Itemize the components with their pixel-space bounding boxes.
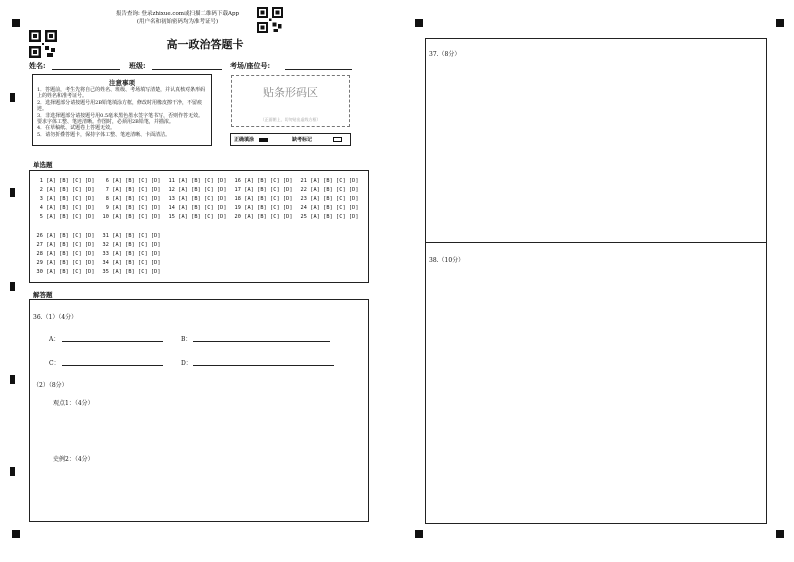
mc-question-number: 18 xyxy=(234,196,241,202)
mc-options[interactable]: [A] [B] [C] [D] xyxy=(307,196,359,202)
mc-options[interactable]: [A] [B] [C] [D] xyxy=(307,187,359,193)
mc-options[interactable]: [A] [B] [C] [D] xyxy=(43,260,95,266)
mc-options[interactable]: [A] [B] [C] [D] xyxy=(109,242,161,248)
mc-question-number: 15 xyxy=(168,214,175,220)
mc-question-17[interactable] xyxy=(232,187,293,193)
report-query-line: 报告查询: 登录zhixue.com或扫描二维码下载App xyxy=(115,11,240,17)
barcode-area xyxy=(231,75,350,127)
mc-question-number: 35 xyxy=(102,269,109,275)
mc-question-number: 17 xyxy=(234,187,241,193)
mc-question-number: 7 xyxy=(105,187,109,193)
mc-options[interactable]: [A] [B] [C] [D] xyxy=(175,178,227,184)
mc-options[interactable]: [A] [B] [C] [D] xyxy=(109,214,161,220)
mc-question-number: 5 xyxy=(39,214,43,220)
mc-question-number: 24 xyxy=(300,205,307,211)
mc-question-number: 10 xyxy=(102,214,109,220)
q37-label: 37.（8分） xyxy=(429,51,461,58)
mc-question-10[interactable] xyxy=(100,214,161,220)
mc-options[interactable]: [A] [B] [C] [D] xyxy=(307,205,359,211)
qr-code-left xyxy=(29,30,57,58)
mc-options[interactable]: [A] [B] [C] [D] xyxy=(175,205,227,211)
mc-options[interactable]: [A] [B] [C] [D] xyxy=(43,269,95,275)
answer-box-37[interactable] xyxy=(425,38,767,243)
corner-mark-top-left xyxy=(12,19,20,27)
mc-question-8[interactable] xyxy=(100,196,161,202)
mc-question-34[interactable] xyxy=(100,260,161,266)
barcode-hint: （正面朝上，切勿贴出虚线方框） xyxy=(260,117,321,122)
mc-question-28[interactable] xyxy=(34,251,95,257)
name-label: 姓名: xyxy=(29,61,46,70)
mc-options[interactable]: [A] [B] [C] [D] xyxy=(109,269,161,275)
mc-question-29[interactable] xyxy=(34,260,95,266)
corner-mark-bottom-left xyxy=(12,530,20,538)
mc-options[interactable]: [A] [B] [C] [D] xyxy=(43,205,95,211)
mc-question-number: 32 xyxy=(102,242,109,248)
mc-question-14[interactable] xyxy=(166,205,227,211)
mc-question-number: 9 xyxy=(105,205,109,211)
timing-mark xyxy=(10,467,15,476)
answer-section-title: 解答题 xyxy=(33,291,53,299)
mc-options[interactable]: [A] [B] [C] [D] xyxy=(109,260,161,266)
view1-label: 观点1：（4分） xyxy=(53,400,94,407)
timing-mark xyxy=(10,375,15,384)
mc-question-4[interactable] xyxy=(34,205,95,211)
mc-answer-box xyxy=(29,170,369,283)
mc-question-number: 13 xyxy=(168,196,175,202)
mc-options[interactable]: [A] [B] [C] [D] xyxy=(307,214,359,220)
mc-question-number: 29 xyxy=(36,260,43,266)
mc-question-number: 8 xyxy=(105,196,109,202)
qr-code-top xyxy=(257,7,283,33)
mc-question-31[interactable] xyxy=(100,233,161,239)
mc-question-7[interactable] xyxy=(100,187,161,193)
mc-question-1[interactable] xyxy=(34,178,95,184)
mc-question-number: 31 xyxy=(102,233,109,239)
option-d-label: D： xyxy=(181,360,192,367)
q36-label: 36.（1）（4分） xyxy=(33,314,78,321)
mc-question-number: 12 xyxy=(168,187,175,193)
timing-mark xyxy=(10,93,15,102)
mc-options[interactable]: [A] [B] [C] [D] xyxy=(175,196,227,202)
mc-question-number: 1 xyxy=(39,178,43,184)
answer-box-38[interactable] xyxy=(425,242,767,524)
option-d-line[interactable] xyxy=(193,365,334,366)
page-title: 高一政治答题卡 xyxy=(166,38,244,51)
notes-box xyxy=(32,74,212,146)
mc-question-5[interactable] xyxy=(34,214,95,220)
part2-label: （2）（8分） xyxy=(33,382,68,389)
mc-options[interactable]: [A] [B] [C] [D] xyxy=(43,251,95,257)
corner-mark-bottom-middle xyxy=(415,530,423,538)
mc-question-6[interactable] xyxy=(100,178,161,184)
mc-question-33[interactable] xyxy=(100,251,161,257)
option-a-label: A： xyxy=(49,336,60,343)
mc-question-22[interactable] xyxy=(298,187,359,193)
mc-question-35[interactable] xyxy=(100,269,161,275)
mc-question-number: 6 xyxy=(105,178,109,184)
mc-question-25[interactable] xyxy=(298,214,359,220)
mc-options[interactable]: [A] [B] [C] [D] xyxy=(43,214,95,220)
mc-question-30[interactable] xyxy=(34,269,95,275)
mc-question-number: 34 xyxy=(102,260,109,266)
absent-mark-box[interactable] xyxy=(333,137,342,142)
mc-question-18[interactable] xyxy=(232,196,293,202)
mc-question-24[interactable] xyxy=(298,205,359,211)
mc-question-number: 33 xyxy=(102,251,109,257)
option-c-label: C： xyxy=(49,360,60,367)
mc-options[interactable]: [A] [B] [C] [D] xyxy=(175,214,227,220)
mc-options[interactable]: [A] [B] [C] [D] xyxy=(241,214,293,220)
correct-fill-label: 正确填涂 xyxy=(234,137,255,143)
notes-title: 注意事项 xyxy=(109,79,135,87)
mc-question-3[interactable] xyxy=(34,196,95,202)
mc-options[interactable]: [A] [B] [C] [D] xyxy=(109,187,161,193)
note-item: 3．非选择题部分请按题号用0.5毫米黑色墨水签字笔书写，否则作答无效。要求字体工整、笔迹清晰。作图时，必须用2B铅笔，并描浓。 xyxy=(37,112,204,126)
mc-options[interactable]: [A] [B] [C] [D] xyxy=(43,233,95,239)
corner-mark-bottom-right xyxy=(776,530,784,538)
mc-options[interactable]: [A] [B] [C] [D] xyxy=(241,205,293,211)
note-item: 1．答题前，考生先将自己的姓名、班级、考场填写清楚，并认真核对条形码上的姓名和准考证号。 xyxy=(37,87,206,100)
report-query-note: (用户名和初始密码均为准考证号) xyxy=(136,19,219,25)
absent-mark-label: 缺考标记 xyxy=(292,137,313,143)
barcode-title: 贴条形码区 xyxy=(263,86,318,99)
mc-question-2[interactable] xyxy=(34,187,95,193)
mc-question-number: 2 xyxy=(39,187,43,193)
name-field[interactable] xyxy=(52,69,120,70)
mc-question-number: 21 xyxy=(300,178,307,184)
mc-question-20[interactable] xyxy=(232,214,293,220)
mc-question-number: 19 xyxy=(234,205,241,211)
mc-question-11[interactable] xyxy=(166,178,227,184)
option-a-line[interactable] xyxy=(62,341,163,342)
mc-question-15[interactable] xyxy=(166,214,227,220)
mc-question-number: 30 xyxy=(36,269,43,275)
note-item: 2．选择题部分请按题号用2B铅笔填涂方框，修改时用橡皮擦干净，不留痕迹。 xyxy=(37,99,203,113)
mc-question-number: 28 xyxy=(36,251,43,257)
class-field[interactable] xyxy=(152,69,222,70)
mc-options[interactable]: [A] [B] [C] [D] xyxy=(241,196,293,202)
mc-question-13[interactable] xyxy=(166,196,227,202)
mc-options[interactable]: [A] [B] [C] [D] xyxy=(43,178,95,184)
correct-fill-sample xyxy=(259,138,268,142)
mc-options[interactable]: [A] [B] [C] [D] xyxy=(43,242,95,248)
mc-options[interactable]: [A] [B] [C] [D] xyxy=(307,178,359,184)
class-label: 班级: xyxy=(129,61,146,70)
note-item: 5．请勿折叠答题卡，保持字体工整、笔迹清晰、卡面清洁。 xyxy=(37,131,171,138)
mc-question-number: 22 xyxy=(300,187,307,193)
mc-question-number: 27 xyxy=(36,242,43,248)
mc-question-number: 20 xyxy=(234,214,241,220)
q38-label: 38.（10分） xyxy=(429,257,465,264)
mc-question-number: 23 xyxy=(300,196,307,202)
note-item: 4．在草稿纸、试题卷上答题无效。 xyxy=(37,125,116,132)
mc-question-number: 14 xyxy=(168,205,175,211)
mc-question-number: 16 xyxy=(234,178,241,184)
mc-options[interactable]: [A] [B] [C] [D] xyxy=(241,187,293,193)
mc-question-21[interactable] xyxy=(298,178,359,184)
mc-question-12[interactable] xyxy=(166,187,227,193)
timing-mark xyxy=(10,282,15,291)
option-b-label: B： xyxy=(181,336,192,343)
corner-mark-top-right xyxy=(776,19,784,27)
option-b-line[interactable] xyxy=(193,341,330,342)
mc-question-19[interactable] xyxy=(232,205,293,211)
mc-options[interactable]: [A] [B] [C] [D] xyxy=(43,196,95,202)
answer-box-36[interactable] xyxy=(29,299,369,522)
mc-question-number: 11 xyxy=(168,178,175,184)
history2-label: 史例2：（4分） xyxy=(53,456,94,463)
mc-question-27[interactable] xyxy=(34,242,95,248)
mc-options[interactable]: [A] [B] [C] [D] xyxy=(241,178,293,184)
mc-question-number: 26 xyxy=(36,233,43,239)
mc-question-number: 3 xyxy=(39,196,43,202)
mc-question-number: 4 xyxy=(39,205,43,211)
mc-options[interactable]: [A] [B] [C] [D] xyxy=(175,187,227,193)
mc-question-16[interactable] xyxy=(232,178,293,184)
fill-example-box xyxy=(230,133,351,146)
mc-question-23[interactable] xyxy=(298,196,359,202)
mc-options[interactable]: [A] [B] [C] [D] xyxy=(109,205,161,211)
corner-mark-top-middle xyxy=(415,19,423,27)
mc-question-number: 25 xyxy=(300,214,307,220)
option-c-line[interactable] xyxy=(62,365,163,366)
mc-section-title: 单选题 xyxy=(33,161,53,169)
exam-seat-label: 考场/座位号: xyxy=(230,61,271,70)
mc-options[interactable]: [A] [B] [C] [D] xyxy=(109,178,161,184)
mc-question-32[interactable] xyxy=(100,242,161,248)
mc-question-9[interactable] xyxy=(100,205,161,211)
timing-mark xyxy=(10,188,15,197)
mc-options[interactable]: [A] [B] [C] [D] xyxy=(43,187,95,193)
mc-options[interactable]: [A] [B] [C] [D] xyxy=(109,233,161,239)
mc-options[interactable]: [A] [B] [C] [D] xyxy=(109,196,161,202)
mc-question-26[interactable] xyxy=(34,233,95,239)
mc-options[interactable]: [A] [B] [C] [D] xyxy=(109,251,161,257)
exam-seat-field[interactable] xyxy=(285,69,352,70)
